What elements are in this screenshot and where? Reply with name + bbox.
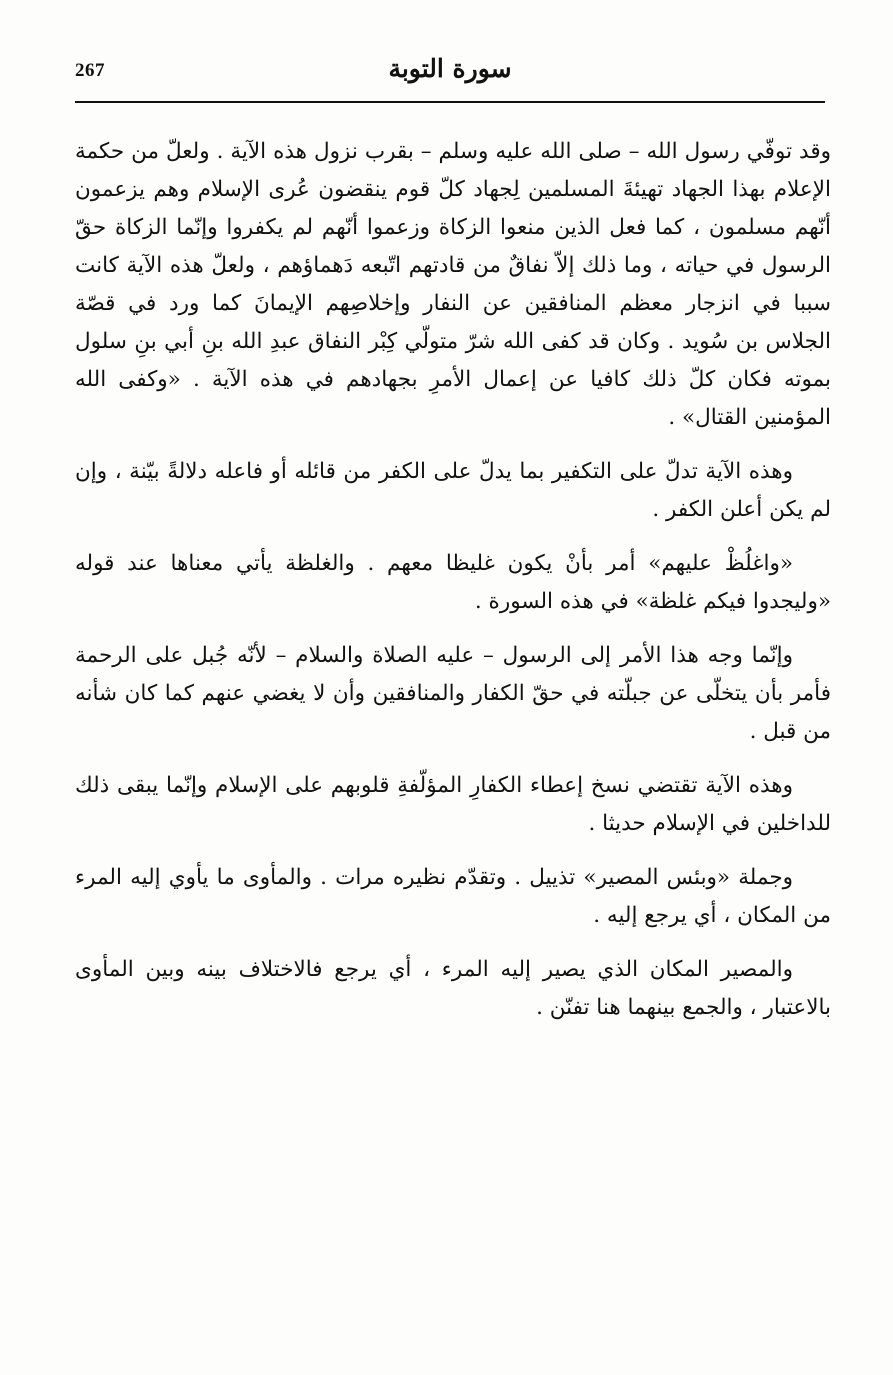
paragraph-1: وقد توفّي رسول الله – صلى الله عليه وسلم – بقرب نزول هذه الآية . ولعلّ من حكمة الإعلام بهذا الجهاد تهيئةَ المسلمين لِجهاد كلّ قوم ينقضون عُرى الإسلام وهم يزعمون أنّهم مسلمون ، كما فعل الذين منعوا الزكاة وزعموا أنّهم لم يكفروا وإنّما الزكاة حقّ الرسول في حياته ، وما ذلك إلاّ نفاقٌ من قادتهم اتّبعه دَهماؤهم ، ولعلّ هذه الآية كانت سببا في انزجار معظم المنافقين عن النفار وإخلاصِهم الإيمانَ كما ورد في قصّة الجلاس بن سُويد . وكان قد كفى الله شرّ متولّي كِبْر النفاق عبدِ الله بنِ أبي بنِ سلول بموته فكان كلّ ذلك كافيا عن إعمال الأمرِ بجهادهم في هذه الآية . «وكفى الله المؤمنين القتال» . <box>75 139 831 430</box>
paragraph-5: وهذه الآية تقتضي نسخ إعطاء الكفارِ المؤلّفةِ قلوبهم على الإسلام وإنّما يبقى ذلك للداخلين في الإسلام حديثا . <box>75 773 831 836</box>
paragraph-4: وإنّما وجه هذا الأمر إلى الرسول – عليه الصلاة والسلام – لأنّه جُبل على الرحمة فأمر بأن يتخلّى عن جبلّته في حقّ الكفار والمنافقين وأن لا يغضي عنهم كما كان شأنه من قبل . <box>75 643 831 744</box>
header-divider <box>75 101 825 103</box>
paragraph-3: «واغلُظْ عليهم» أمر بأنْ يكون غليظا معهم . والغلظة يأتي معناها عند قوله «وليجدوا فيكم غلظة» في هذه السورة . <box>75 551 831 614</box>
running-title: سورة التوبة <box>388 54 512 83</box>
paragraph-7: والمصير المكان الذي يصير إليه المرء ، أي يرجع فالاختلاف بينه وبين المأوى بالاعتبار ، والجمع بينهما هنا تفنّن . <box>75 957 831 1020</box>
page-body <box>75 133 831 1027</box>
paragraph-6: وجملة «وبئس المصير» تذييل . وتقدّم نظيره مرات . والمأوى ما يأوي إليه المرء من المكان ، أي يرجع إليه . <box>75 865 831 928</box>
page-header <box>75 52 825 92</box>
paragraph-2: وهذه الآية تدلّ على التكفير بما يدلّ على الكفر من قائله أو فاعله دلالةً بيّنة ، وإن لم يكن أعلن الكفر . <box>75 459 831 522</box>
page-number: 267 <box>75 60 105 81</box>
